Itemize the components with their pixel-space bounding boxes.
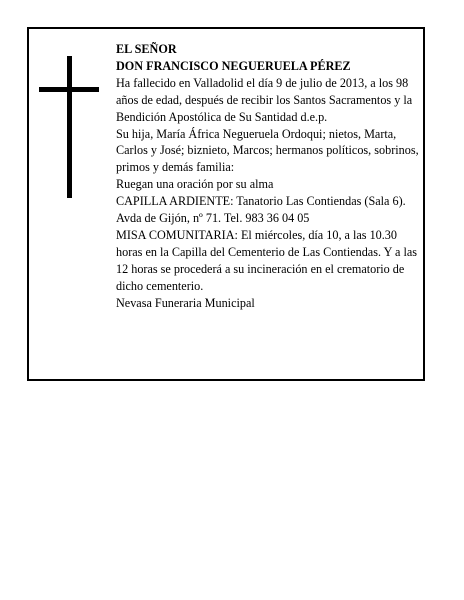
notice-title-line1: EL SEÑOR [116, 42, 177, 56]
latin-cross-icon [39, 56, 99, 198]
notice-title-line2: DON FRANCISCO NEGUERUELA PÉREZ [116, 58, 351, 73]
mass-info: MISA COMUNITARIA: El miércoles, día 10, a las 10.30 horas en la Capilla del Cementerio de Las Contiendas. Y a las 12 horas se procederá a su incineración en el crematorio de dicho cementerio. [116, 227, 417, 293]
death-announcement: Ha fallecido en Valladolid el día 9 de julio de 2013, a los 98 años de edad, después de recibir los Santos Sacramentos y la Bendición Apostólica de Su Santidad d.e.p. [116, 75, 413, 124]
cross-vertical-bar [67, 56, 72, 198]
notice-text [116, 41, 419, 312]
funeral-home: Nevasa Funeraria Municipal [116, 295, 255, 310]
obituary-notice [27, 27, 425, 381]
chapel-info: CAPILLA ARDIENTE: Tanatorio Las Contiendas (Sala 6). Avda de Gijón, nº 71. Tel. 983 36 04 05 [116, 194, 406, 226]
prayer-request: Ruegan una oración por su alma [116, 177, 274, 192]
cross-horizontal-bar [39, 87, 99, 92]
family-mourners: Su hija, María África Negueruela Ordoqui; nietos, Marta, Carlos y José; biznieto, Marcos; hermanos políticos, sobrinos, primos y demás familia: [116, 126, 419, 175]
